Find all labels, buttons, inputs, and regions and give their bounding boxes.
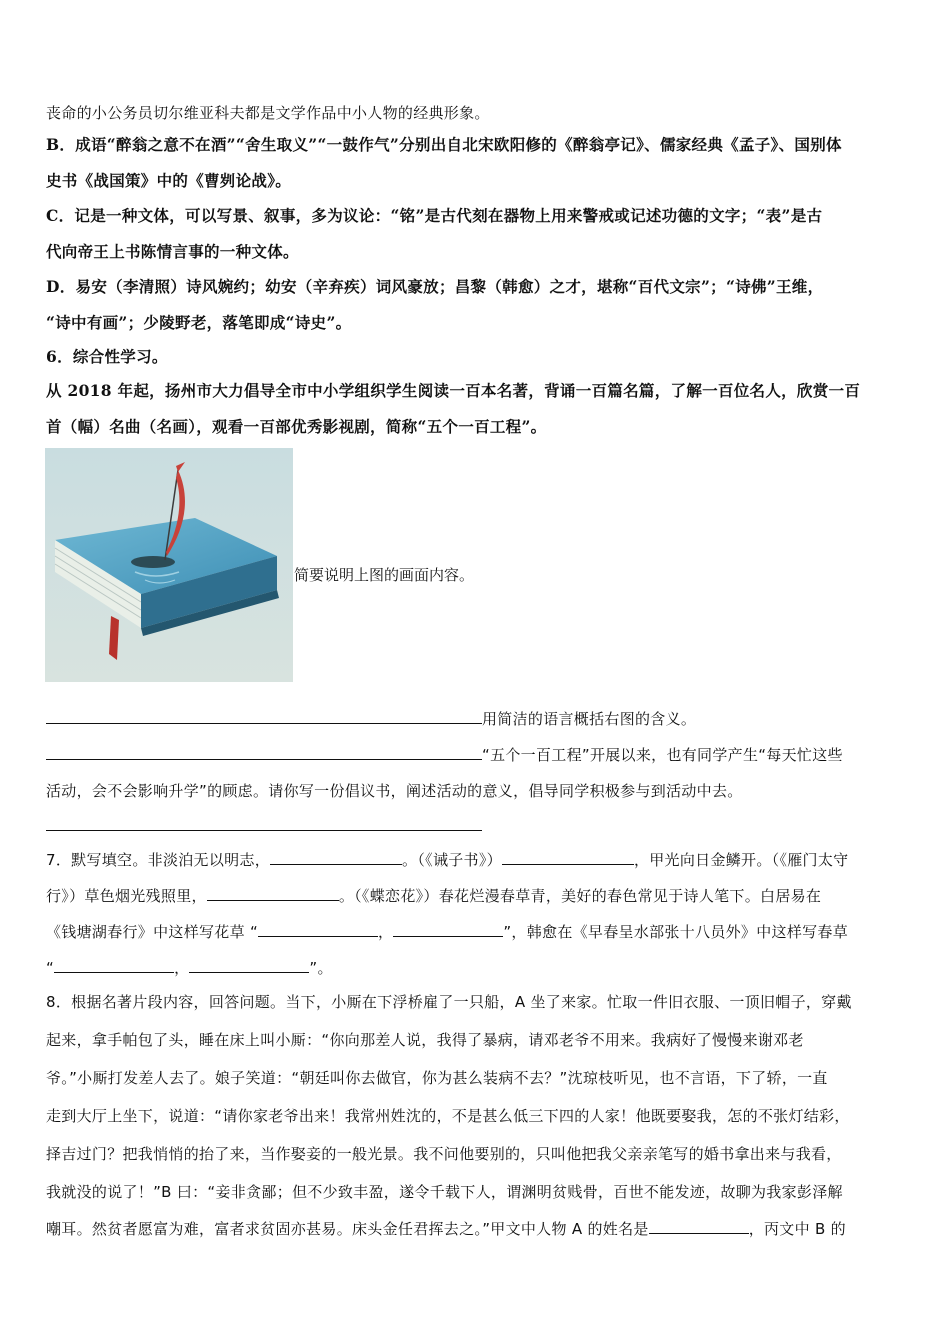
q6-title: 6．综合性学习。: [46, 347, 168, 366]
book-sailboat-illustration: [45, 448, 293, 682]
q7-text: ，: [174, 959, 190, 977]
q6-sub3-prompt-line1: “五个一百工程”开展以来，也有同学产生“每天忙这些: [482, 746, 843, 764]
q7-text: 行》）草色烟光残照里，: [46, 887, 207, 905]
q6-sub1-prompt: 简要说明上图的画面内容。: [294, 566, 475, 584]
q6-intro-line2: 首（幅）名曲（名画），观看一百部优秀影视剧，简称“五个一百工程”。: [46, 417, 547, 436]
answer-blank[interactable]: [46, 743, 482, 760]
q6-sub3-prompt-line2: 活动，会不会影响升学”的顾虑。请你写一份倡议书，阐述活动的意义，倡导同学积极参与到活动中去。: [46, 782, 743, 800]
q7-text: “: [46, 959, 55, 977]
q5-option-b-line2: 史书《战国策》中的《曹刿论战》。: [46, 171, 292, 190]
q5-option-c-line1: C．记是一种文体，可以写景、叙事，多为议论：“铭”是古代刻在器物上用来警戒或记述功德的文字；“表”是古: [46, 206, 823, 225]
q7-text: ，: [378, 923, 394, 941]
book-sailboat-image: [45, 448, 293, 682]
q7-text: 。（《诫子书》）: [402, 851, 502, 869]
q5-continuation: 丧命的小公务员切尔维亚科夫都是文学作品中小人物的经典形象。: [46, 104, 490, 122]
q8-line6: 我就没的说了！”B 曰：“妾非贪鄙；但不少致丰盈，遂令千载下人，谓渊明贫贱骨，百世不能发迹，故聊为我家彭泽解: [46, 1183, 843, 1201]
q5-option-c-line2: 代向帝王上书陈情言事的一种文体。: [46, 242, 299, 261]
q8-line4: 走到大厅上坐下，说道：“请你家老爷出来！我常州姓沈的，不是甚么低三下四的人家！他既要娶我，怎的不张灯结彩，: [46, 1107, 850, 1125]
answer-blank[interactable]: [649, 1217, 749, 1234]
answer-blank[interactable]: [46, 707, 482, 724]
q5-option-d-line1: D．易安（李清照）诗风婉约；幼安（辛弃疾）词风豪放；昌黎（韩愈）之才，堪称“百代文宗”；“诗佛”王维，: [46, 277, 824, 296]
q7-text: ”。: [309, 959, 333, 977]
q6-intro-line1: 从 2018 年起，扬州市大力倡导全市中小学组织学生阅读一百本名著，背诵一百篇名篇，了解一百位名人，欣赏一百: [46, 381, 861, 400]
answer-blank[interactable]: [54, 956, 174, 973]
q5-option-d-line2: “诗中有画”；少陵野老，落笔即成“诗史”。: [46, 313, 352, 332]
q8-line2: 起来，拿手帕包了头，睡在床上叫小厮：“你向那差人说，我得了暴病，请邓老爷不用来。我病好了慢慢来谢邓老: [46, 1031, 804, 1049]
q8-line3: 爷。”小厮打发差人去了。娘子笑道：“朝廷叫你去做官，你为甚么装病不去？”沈琼枝听见，也不言语，下了轿，一直: [46, 1069, 828, 1087]
q8-line5: 择吉过门？把我悄悄的抬了来，当作娶妾的一般光景。我不问他要别的，只叫他把我父亲亲笔写的婚书拿出来与我看，: [46, 1145, 842, 1163]
answer-blank[interactable]: [270, 848, 402, 865]
answer-blank[interactable]: [393, 920, 503, 937]
answer-blank[interactable]: [258, 920, 378, 937]
answer-blank[interactable]: [207, 884, 339, 901]
q8-line1: 8．根据名著片段内容，回答问题。当下，小厮在下浮桥雇了一只船，A 坐了来家。忙取一件旧衣服、一顶旧帽子，穿戴: [46, 993, 852, 1011]
q5-option-b-line1: B．成语“醉翁之意不在酒”“舍生取义”“一鼓作气”分别出自北宋欧阳修的《醉翁亭记》、儒家经典《孟子》、国别体: [46, 135, 842, 154]
answer-blank[interactable]: [46, 814, 482, 831]
q6-sub2-prompt: 用简洁的语言概括右图的含义。: [482, 710, 697, 728]
answer-blank[interactable]: [189, 956, 309, 973]
q7-text: ”，韩愈在《早春呈水部张十八员外》中这样写春草: [503, 923, 849, 941]
q7-text: 《钱塘湖春行》中这样写花草 “: [46, 923, 259, 941]
q7-text: ，甲光向日金鳞开。（《雁门太守: [633, 851, 849, 869]
q7-text: 7．默写填空。非淡泊无以明志，: [46, 851, 271, 869]
answer-blank[interactable]: [502, 848, 634, 865]
q8-line7-end: ，丙文中 B 的: [748, 1220, 846, 1238]
q7-text: 。（《蝶恋花》）春花烂漫春草青，美好的春色常见于诗人笔下。白居易在: [338, 887, 822, 905]
q8-line7: 嘲耳。然贫者愿富为难，富者求贫固亦甚易。床头金任君挥去之。”甲文中人物 A 的姓名是: [46, 1220, 649, 1238]
